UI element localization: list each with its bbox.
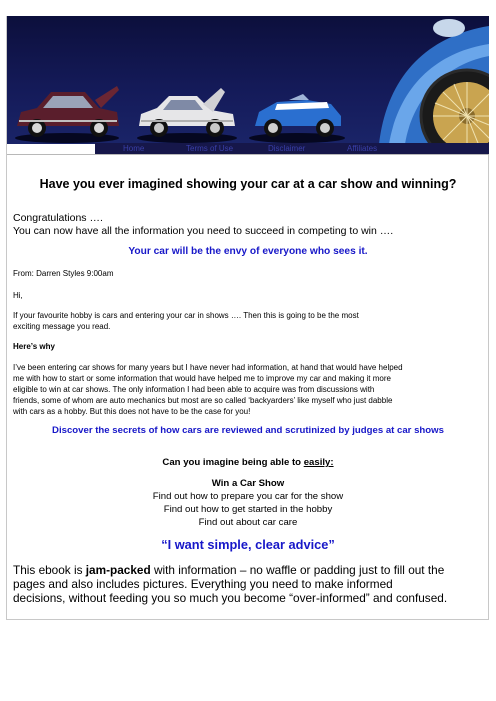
page-headline: Have you ever imagined showing your car at a car show and winning? xyxy=(39,177,457,191)
list-title: Win a Car Show xyxy=(211,478,285,489)
nav-bar xyxy=(95,143,400,154)
heres-why-heading: Here’s why xyxy=(13,342,55,351)
list-item: Find out about car care xyxy=(198,517,298,528)
hobby-paragraph-line-1: If your favourite hobby is cars and entering your car in shows …. Then this is going to be the most xyxy=(13,311,359,320)
discover-subheadline: Discover the secrets of how cars are reviewed and scrutinized by judges at car shows xyxy=(52,425,444,436)
imagine-line: Can you imagine being able to easily: xyxy=(162,457,334,468)
quote-subheadline: “I want simple, clear advice” xyxy=(161,537,335,552)
blue-car xyxy=(249,94,345,143)
ebook-line-3: decisions, without feeding you so much you become “over-informed” and confused. xyxy=(13,591,448,605)
story-line-1: I’ve been entering car shows for many years but I have never had information, at hand that would have helped xyxy=(13,363,403,372)
nav-link-disclaimer[interactable]: Disclaimer xyxy=(268,144,306,153)
story-line-4: friends, some of whom are auto mechanics but most are so called ‘backyarders’ like myself who just dabble xyxy=(13,396,393,405)
maroon-car xyxy=(15,86,119,143)
nav-link-terms[interactable]: Terms of Use xyxy=(186,144,234,153)
story-line-5: with cars as a hobby. But this does not have to be the case for you! xyxy=(13,407,251,416)
white-car xyxy=(137,88,237,143)
ebook-line-2: pages and also includes pictures. Everything you need to make informed xyxy=(13,577,393,591)
intro-text: You can now have all the information you need to succeed in competing to win …. xyxy=(13,225,394,237)
ebook-line-1: This ebook is jam-packed with information – no waffle or padding just to fill out the xyxy=(13,563,445,577)
banner-cars-illustration xyxy=(7,16,489,144)
envy-subheadline: Your car will be the envy of everyone who sees it. xyxy=(128,246,368,257)
story-line-3: eligible to win at car shows. The only information I had been able to acquire was from discussions with xyxy=(13,385,375,394)
list-item: Find out how to get started in the hobby xyxy=(163,504,333,515)
nav-link-affiliates[interactable]: Affiliates xyxy=(347,144,378,153)
nav-link-home[interactable]: Home xyxy=(123,144,145,153)
hobby-paragraph-line-2: exciting message you read. xyxy=(13,322,111,331)
story-line-2: me with how to start or some information that would have helped me to improve my car and making it more xyxy=(13,374,391,383)
congrats-text: Congratulations …. xyxy=(13,212,103,224)
header-banner xyxy=(7,16,489,144)
list-item: Find out how to prepare you car for the show xyxy=(152,491,344,502)
header-divider xyxy=(7,154,489,155)
from-line: From: Darren Styles 9:00am xyxy=(13,269,114,278)
greeting: Hi, xyxy=(13,291,23,300)
